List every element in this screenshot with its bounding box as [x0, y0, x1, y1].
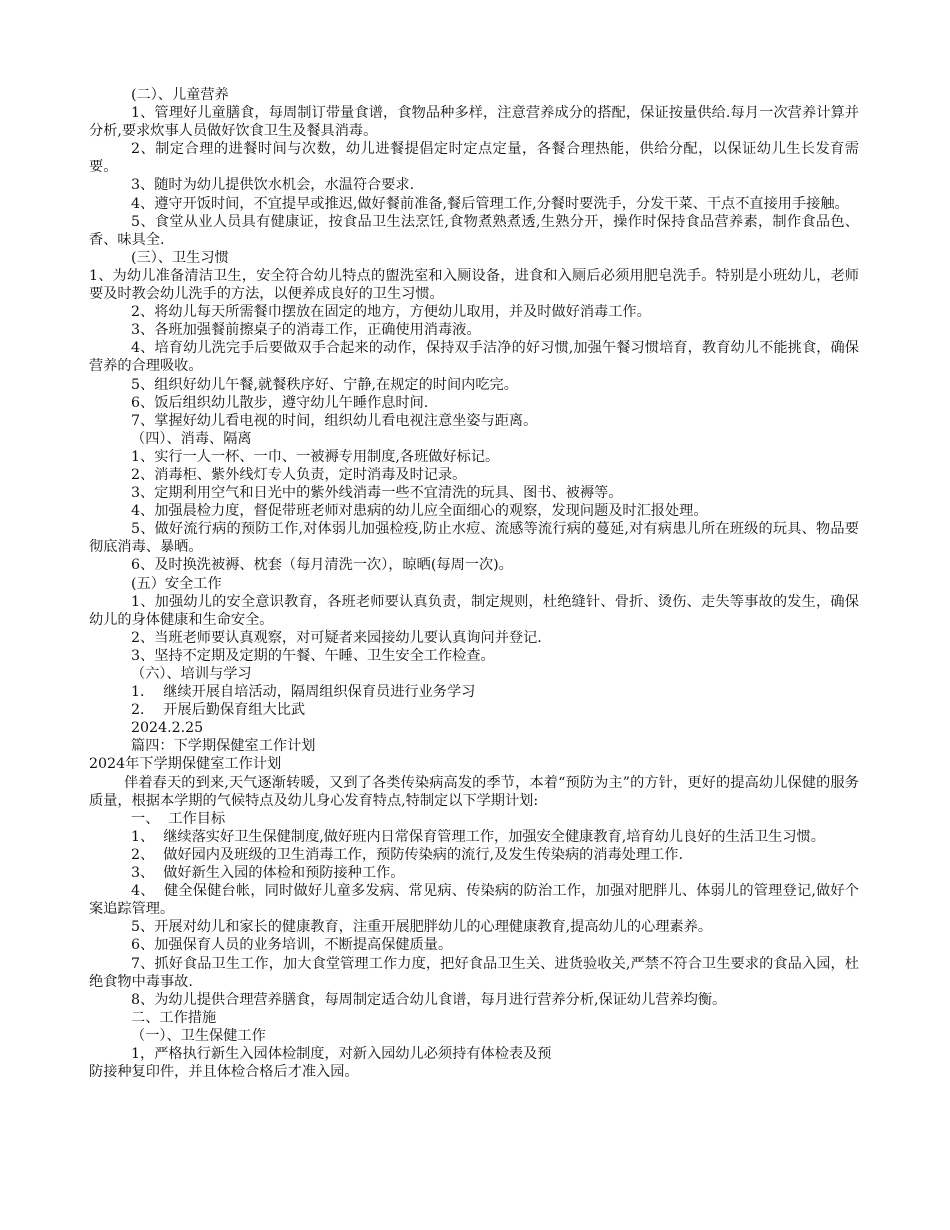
paragraph-line: 4、培育幼儿洗完手后要做双手合起来的动作，保持双手洁净的好习惯,加强午餐习惯培育，教育幼儿不能挑食，确保营养的合理吸收。 [89, 340, 859, 375]
paragraph-line: 1、为幼儿准备清洁卫生，安全符合幼儿特点的盥洗室和入厕设备，进食和入厕后必须用肥皂洗手。特别是小班幼儿，老师要及时教会幼儿洗手的方法，以便养成良好的卫生习惯。 [89, 267, 859, 303]
paragraph-line: (二）、儿童营养 [131, 87, 229, 103]
paragraph-line: （六）、培训与学习 [131, 666, 252, 682]
paragraph-line: 3、定期利用空气和日光中的紫外线消毒一些不宜清洗的玩具、图书、被褥等。 [131, 485, 623, 502]
paragraph-line: 4、 健全保健台帐，同时做好儿童多发病、常见病、传染病的防治工作，加强对肥胖儿、体弱儿的管理登记,做好个案追踪管理。 [89, 883, 859, 918]
paragraph-line: 2． 开展后勤保育组大比武 [131, 702, 306, 719]
paragraph-line: 5、食堂从业人员具有健康证，按食品卫生法烹饪,食物煮熟煮透,生熟分开，操作时保持食品营养素，制作食品色、香、味具全. [89, 213, 859, 248]
paragraph-line: 7、抓好食品卫生工作，加大食堂管理工作力度，把好食品卫生关、进货验收关,严禁不符合卫生要求的食品入园，杜绝食物中毒事故. [89, 955, 859, 990]
paragraph-line: 5、做好流行病的预防工作,对体弱儿加强检疫,防止水痘、流感等流行病的蔓延,对有病患儿所在班级的玩具、物品要彻底消毒、暴晒。 [89, 521, 859, 556]
paragraph-line: 6、饭后组织幼儿散步，遵守幼儿午睡作息时间. [131, 394, 429, 411]
paragraph-line: （四）、消毒、隔离 [131, 430, 252, 447]
paragraph-line: (三）、卫生习惯 [131, 249, 229, 266]
paragraph-line: 6、加强保育人员的业务培训，不断提高保健质量。 [131, 937, 453, 954]
paragraph-line: 2、当班老师要认真观察，对可疑者来园接幼儿要认真询问并登记. [131, 629, 542, 646]
paragraph-line: 防接种复印件，并且体检合格后才准入园。 [89, 1064, 359, 1081]
paragraph-line: 2、 做好园内及班级的卫生消毒工作，预防传染病的流行,及发生传染病的消毒处理工作. [131, 846, 684, 863]
paragraph-line: 1，严格执行新生入园体检制度，对新入园幼儿必须持有体检表及预 [131, 1045, 552, 1062]
paragraph-line: 篇四：下学期保健室工作计划 [131, 738, 316, 755]
paragraph-line: 1、加强幼儿的安全意识教育，各班老师要认真负责，制定规则，杜绝缝针、骨折、烫伤、走失等事故的发生，确保幼儿的身体健康和生命安全。 [89, 593, 859, 628]
paragraph-line: （一）、卫生保健工作 [131, 1027, 266, 1044]
paragraph-line: 3、 做好新生入园的体检和预防接种工作。 [131, 865, 405, 882]
paragraph-line: 5、开展对幼儿和家长的健康教育，注重开展肥胖幼儿的心理健康教育,提高幼儿的心理素养。 [131, 919, 713, 936]
paragraph-line: 1、 继续落实好卫生保健制度,做好班内日常保育管理工作，加强安全健康教育,培育幼儿良好的生活卫生习惯。 [131, 828, 825, 845]
paragraph-line: 2、消毒柜、紫外线灯专人负责，定时消毒及时记录。 [131, 466, 467, 483]
paragraph-line: 2、制定合理的进餐时间与次数，幼儿进餐提倡定时定点定量，各餐合理热能，供给分配，以保证幼儿生长发育需要。 [89, 141, 859, 176]
paragraph-line: 3、坚持不定期及定期的午餐、午睡、卫生安全工作检查。 [131, 647, 495, 664]
paragraph-line: 1． 继续开展自培活动，隔周组织保育员进行业务学习 [131, 684, 476, 701]
paragraph-line: 8、为幼儿提供合理营养膳食，每周制定适合幼儿食谱，每月进行营养分析,保证幼儿营养均衡。 [131, 991, 727, 1008]
paragraph-line: 二、工作措施 [131, 1009, 217, 1026]
paragraph-line: 3、各班加强餐前擦桌子的消毒工作，正确使用消毒液。 [131, 322, 481, 339]
paragraph-line: 2024年下学期保健室工作计划 [89, 756, 282, 773]
paragraph-line: 伴着春天的到来,天气逐渐转暖，又到了各类传染病高发的季节，本着“预防为主”的方针，更好的提高幼儿保健的服务质量，根据本学期的气候特点及幼儿身心发育特点,特制定以下学期计划: [89, 774, 859, 809]
paragraph-line: 4、加强晨检力度，督促带班老师对患病的幼儿应全面细心的观察，发现问题及时汇报处理。 [131, 503, 708, 520]
paragraph-line: 1、管理好儿童膳食，每周制订带量食谱，食物品种多样，注意营养成分的搭配，保证按量供给.每月一次营养计算并分析,要求炊事人员做好饮食卫生及餐具消毒。 [89, 105, 859, 140]
paragraph-line: 3、随时为幼儿提供饮水机会，水温符合要求. [131, 177, 415, 194]
paragraph-line: 5、组织好幼儿午餐,就餐秩序好、宁静,在规定的时间内吃完。 [131, 376, 518, 393]
document-body [89, 86, 859, 1081]
paragraph-line: 一、 工作目标 [131, 810, 226, 827]
paragraph-line: 7、掌握好幼儿看电视的时间，组织幼儿看电视注意坐姿与距离。 [131, 412, 538, 429]
paragraph-line: 1、实行一人一杯、一巾、一被褥专用制度,各班做好标记。 [131, 448, 500, 465]
paragraph-line: (五）安全工作 [131, 575, 222, 592]
paragraph-line: 2024.2.25 [131, 720, 204, 737]
paragraph-line: 6、及时换洗被褥、枕套（每月清洗一次），晾晒(每周一次)。 [131, 557, 513, 574]
paragraph-line: 4、遵守开饭时间，不宜提早或推迟,做好餐前准备,餐后管理工作,分餐时要洗手，分发干菜、干点不直接用手接触。 [131, 195, 849, 212]
paragraph-line: 2、将幼儿每天所需餐巾摆放在固定的地方，方便幼儿取用，并及时做好消毒工作。 [131, 304, 651, 321]
